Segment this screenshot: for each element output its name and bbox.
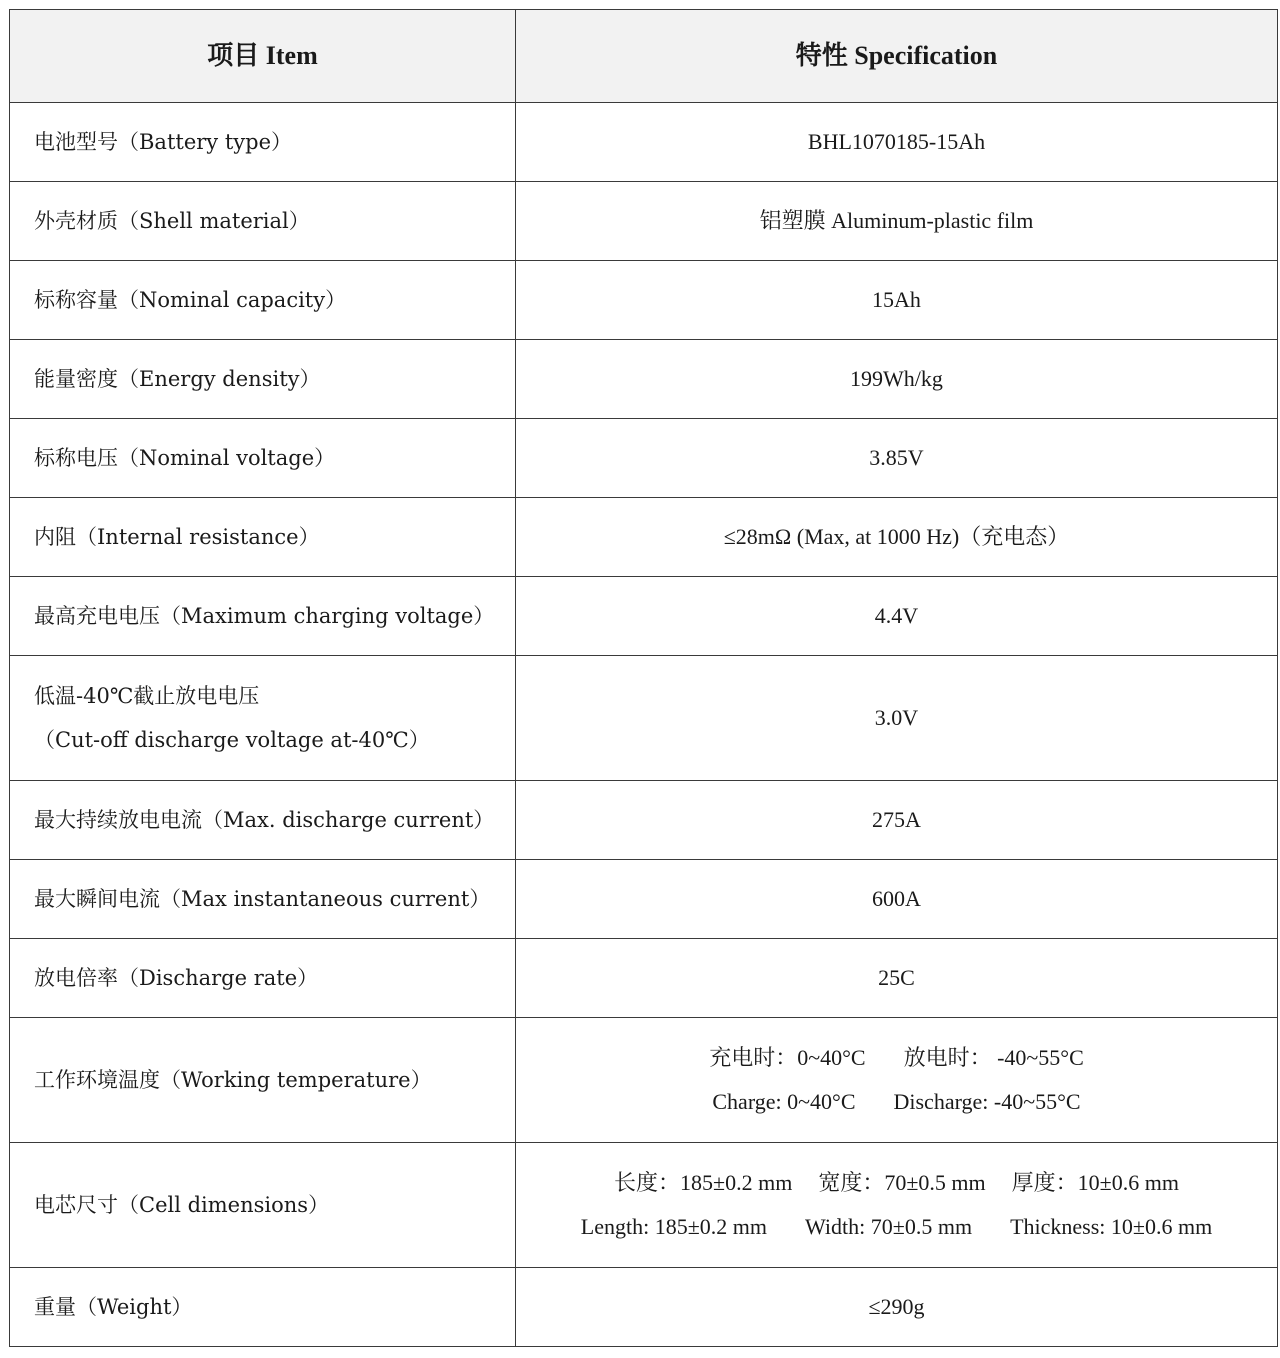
row-max-charging-voltage-value: 4.4V: [516, 577, 1278, 656]
row-nominal-voltage-value: 3.85V: [516, 419, 1278, 498]
row-nominal-capacity-value: 15Ah: [516, 261, 1278, 340]
table-row: [10, 656, 1278, 781]
row-energy-density-label: 能量密度（Energy density）: [10, 340, 516, 419]
cutoff-label-line2: （Cut-off discharge voltage at-40℃）: [34, 728, 430, 752]
row-working-temperature-value: [516, 1018, 1278, 1143]
row-shell-material-value: 铝塑膜 Aluminum-plastic film: [516, 182, 1278, 261]
table-row: [10, 261, 1278, 340]
specification-table: [9, 9, 1278, 1347]
discharge-temp-en: Discharge: -40~55°C: [893, 1089, 1081, 1114]
table-row: [10, 103, 1278, 182]
row-cutoff-voltage-value: 3.0V: [516, 656, 1278, 781]
header-specification: 特性 Specification: [516, 10, 1278, 103]
charge-temp-zh: 充电时：0~40°C: [709, 1045, 866, 1070]
row-max-discharge-current-label: 最大持续放电电流（Max. discharge current）: [10, 781, 516, 860]
row-max-charging-voltage-label: 最高充电电压（Maximum charging voltage）: [10, 577, 516, 656]
row-cell-dimensions-value: [516, 1143, 1278, 1268]
row-weight-label: 重量（Weight）: [10, 1268, 516, 1347]
length-zh: 长度：185±0.2 mm: [614, 1170, 793, 1195]
working-temp-line1: [516, 1036, 1277, 1080]
row-internal-resistance-value: ≤28mΩ (Max, at 1000 Hz)（充电态）: [516, 498, 1278, 577]
row-cutoff-voltage-label: [10, 656, 516, 781]
table-row: [10, 781, 1278, 860]
row-nominal-voltage-label: 标称电压（Nominal voltage）: [10, 419, 516, 498]
header-item: 项目 Item: [10, 10, 516, 103]
row-shell-material-label: 外壳材质（Shell material）: [10, 182, 516, 261]
table-row: [10, 1268, 1278, 1347]
row-nominal-capacity-label: 标称容量（Nominal capacity）: [10, 261, 516, 340]
table-row: [10, 182, 1278, 261]
cell-dimensions-line1: [516, 1161, 1277, 1205]
row-weight-value: ≤290g: [516, 1268, 1278, 1347]
table-row: [10, 498, 1278, 577]
table-row: [10, 1018, 1278, 1143]
row-max-discharge-current-value: 275A: [516, 781, 1278, 860]
table-row: [10, 340, 1278, 419]
thickness-zh: 厚度：10±0.6 mm: [1011, 1170, 1179, 1195]
row-discharge-rate-value: 25C: [516, 939, 1278, 1018]
table-row: [10, 577, 1278, 656]
row-internal-resistance-label: 内阻（Internal resistance）: [10, 498, 516, 577]
cutoff-label-line1: 低温-40℃截止放电电压: [34, 684, 260, 708]
row-max-instantaneous-current-value: 600A: [516, 860, 1278, 939]
cell-dimensions-line2: [516, 1205, 1277, 1249]
table-row: [10, 939, 1278, 1018]
charge-temp-en: Charge: 0~40°C: [712, 1089, 856, 1114]
table-row: [10, 419, 1278, 498]
width-en: Width: 70±0.5 mm: [805, 1214, 973, 1239]
row-max-instantaneous-current-label: 最大瞬间电流（Max instantaneous current）: [10, 860, 516, 939]
table-row: [10, 1143, 1278, 1268]
row-cell-dimensions-label: 电芯尺寸（Cell dimensions）: [10, 1143, 516, 1268]
table-header-row: [10, 10, 1278, 103]
working-temp-line2: [516, 1080, 1277, 1124]
thickness-en: Thickness: 10±0.6 mm: [1010, 1214, 1213, 1239]
length-en: Length: 185±0.2 mm: [580, 1214, 768, 1239]
row-battery-type-value: BHL1070185-15Ah: [516, 103, 1278, 182]
row-energy-density-value: 199Wh/kg: [516, 340, 1278, 419]
discharge-temp-zh: 放电时： -40~55°C: [903, 1045, 1084, 1070]
row-working-temperature-label: 工作环境温度（Working temperature）: [10, 1018, 516, 1143]
table-row: [10, 860, 1278, 939]
row-discharge-rate-label: 放电倍率（Discharge rate）: [10, 939, 516, 1018]
row-battery-type-label: 电池型号（Battery type）: [10, 103, 516, 182]
width-zh: 宽度：70±0.5 mm: [818, 1170, 986, 1195]
